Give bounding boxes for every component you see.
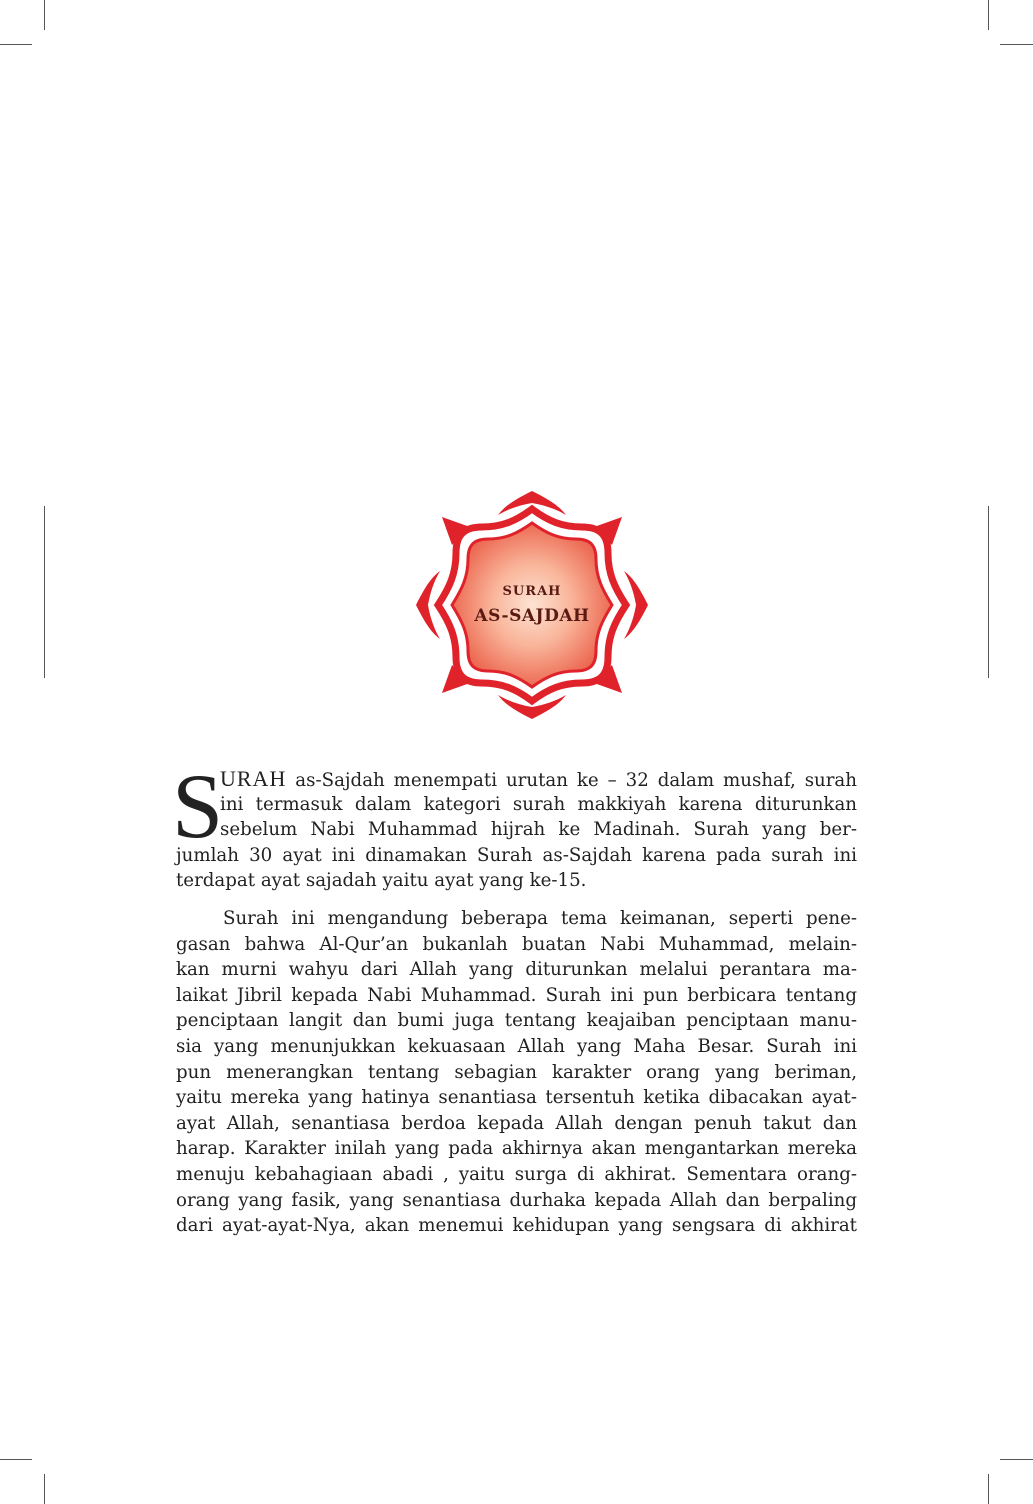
surah-badge <box>412 487 652 723</box>
text-line: pun menerangkan tentang sebagian karakter orang yang beriman, <box>176 1061 857 1083</box>
text-line: harap. Karakter inilah yang pada akhirnya akan mengantarkan mereka <box>176 1138 857 1160</box>
crop-mark <box>988 0 989 30</box>
text-line: menuju kebahagiaan abadi , yaitu surga di akhirat. Sementara orang- <box>176 1163 857 1185</box>
paragraph-2 <box>176 906 857 1239</box>
crop-mark <box>1000 44 1033 45</box>
text-line: ini termasuk dalam kategori surah makkiyah karena diturunkan <box>220 793 857 815</box>
crop-mark <box>988 1474 989 1504</box>
text-line: URAH as-Sajdah menempati urutan ke – 32 dalam mushaf, surah <box>220 766 857 791</box>
crop-mark <box>0 44 32 45</box>
crop-mark <box>44 0 45 30</box>
smallcaps-word: URAH <box>220 766 287 791</box>
text-line: orang yang fasik, yang senantiasa durhaka kepada Allah dan berpaling <box>176 1189 857 1211</box>
text-line: sia yang menunjukkan kekuasaan Allah yang Maha Besar. Surah ini <box>176 1035 857 1057</box>
surah-description <box>172 755 857 1239</box>
text-line: penciptaan langit dan bumi juga tentang keajaiban penciptaan manu- <box>176 1010 857 1032</box>
text-line: Surah ini mengandung beberapa tema keimanan, seperti pene- <box>223 907 857 929</box>
text-line: gasan bahwa Al-Qur’an bukanlah buatan Nabi Muhammad, melain- <box>176 933 857 955</box>
paragraph-1 <box>172 755 857 894</box>
text-line: terdapat ayat sajadah yaitu ayat yang ke-15. <box>176 870 587 892</box>
lotus-frame-icon <box>412 487 652 723</box>
crop-mark <box>0 1459 32 1460</box>
crop-mark <box>988 506 989 678</box>
badge-label-title: AS-SAJDAH <box>474 606 590 626</box>
crop-mark <box>1000 1459 1033 1460</box>
text-line: ayat Allah, senantiasa berdoa kepada Allah dengan penuh takut dan <box>176 1112 857 1134</box>
crop-mark <box>44 506 45 678</box>
text-line: jumlah 30 ayat ini dinamakan Surah as-Sajdah karena pada surah ini <box>176 844 857 866</box>
text-line: laikat Jibril kepada Nabi Muhammad. Surah ini pun berbicara tentang <box>176 984 857 1006</box>
text-line: kan murni wahyu dari Allah yang diturunkan melalui perantara ma- <box>176 959 857 981</box>
drop-cap: S <box>172 755 224 857</box>
badge-label-small: SURAH <box>502 584 562 599</box>
text-line: sebelum Nabi Muhammad hijrah ke Madinah. Surah yang ber- <box>220 819 857 841</box>
crop-mark <box>44 1474 45 1504</box>
text-line: dari ayat-ayat-Nya, akan menemui kehidupan yang sengsara di akhirat <box>176 1215 857 1237</box>
text-line: yaitu mereka yang hatinya senantiasa tersentuh ketika dibacakan ayat- <box>176 1087 857 1109</box>
